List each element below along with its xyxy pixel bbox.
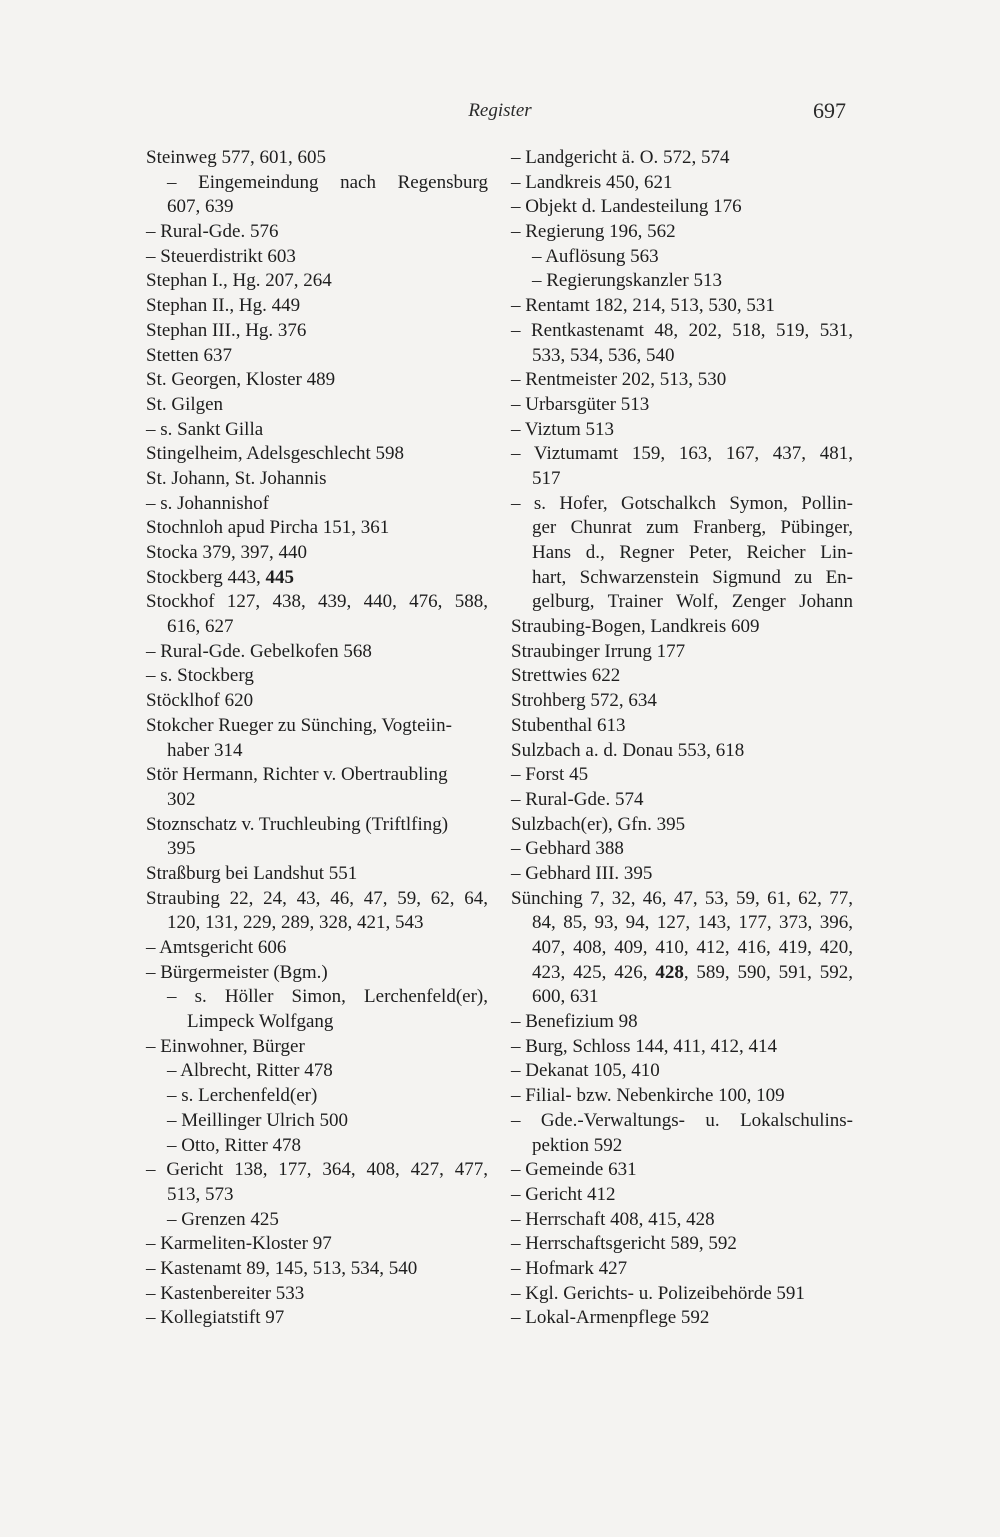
index-entry: Stockhof 127, 438, 439, 440, 476, 588, <box>146 591 488 613</box>
index-entry: – s. Stockberg <box>146 665 254 687</box>
index-entry-text: 423, 425, 426, <box>532 961 656 983</box>
index-entry: Stokcher Rueger zu Sünching, Vogteiin- <box>146 714 452 736</box>
index-entry: – s. Johannishof <box>146 492 269 514</box>
index-entry: – Grenzen 425 <box>167 1208 279 1230</box>
index-entry: St. Gilgen <box>146 393 224 415</box>
index-entry: – Gericht 138, 177, 364, 408, 427, 477, <box>146 1159 488 1181</box>
index-entry: – Albrecht, Ritter 478 <box>167 1060 333 1082</box>
bold-page-reference: 445 <box>265 566 294 588</box>
index-entry: Sulzbach(er), Gfn. 395 <box>511 813 686 835</box>
index-entry: Steinweg 577, 601, 605 <box>146 147 326 168</box>
index-entry: – Gebhard III. 395 <box>511 862 653 884</box>
index-entry: – Filial- bzw. Nebenkirche 100, 109 <box>511 1085 785 1107</box>
index-entry-text: , 589, 590, 591, 592, <box>683 961 854 983</box>
index-column-left <box>146 146 488 1331</box>
index-entry: – Landkreis 450, 621 <box>511 171 673 193</box>
index-entry-continuation: 84, 85, 93, 94, 127, 143, 177, 373, 396, <box>532 912 853 934</box>
index-entry-continuation: pektion 592 <box>532 1134 623 1156</box>
index-entry-continuation: haber 314 <box>167 739 243 761</box>
index-entry: – Karmeliten-Kloster 97 <box>146 1233 332 1255</box>
index-entry: Sünching 7, 32, 46, 47, 53, 59, 61, 62, 77, <box>511 887 853 909</box>
index-entry-stockberg <box>146 566 488 591</box>
index-entry: – Objekt d. Landesteilung 176 <box>511 196 742 218</box>
index-entry-continuation: 600, 631 <box>532 986 599 1008</box>
index-entry: – Burg, Schloss 144, 411, 412, 414 <box>511 1035 778 1057</box>
index-entry: St. Johann, St. Johannis <box>146 467 327 489</box>
index-entry: Straubing-Bogen, Landkreis 609 <box>511 616 760 638</box>
index-entry-continuation: 513, 573 <box>167 1183 234 1205</box>
index-entry: – Kastenamt 89, 145, 513, 534, 540 <box>146 1257 418 1279</box>
index-entry: – Rentamt 182, 214, 513, 530, 531 <box>511 295 775 317</box>
index-entry: – Gebhard 388 <box>511 838 624 860</box>
index-entry-continuation: 395 <box>167 838 196 860</box>
index-entry-continuation: 533, 534, 536, 540 <box>532 344 675 366</box>
index-entry: Stephan III., Hg. 376 <box>146 319 307 341</box>
index-entry: – Herrschaft 408, 415, 428 <box>511 1208 715 1230</box>
index-entry: – Viztum 513 <box>511 418 615 440</box>
index-entry: – Rural-Gde. Gebelkofen 568 <box>146 640 372 662</box>
index-entry: Sulzbach a. d. Donau 553, 618 <box>511 739 745 761</box>
index-entry: – Kgl. Gerichts- u. Polizeibehörde 591 <box>511 1282 805 1304</box>
index-entry-continuation: gelburg, Trainer Wolf, Zenger Johann <box>532 591 853 613</box>
index-entry: – Dekanat 105, 410 <box>511 1060 660 1082</box>
index-entry: Stocka 379, 397, 440 <box>146 542 307 563</box>
index-entry: Stetten 637 <box>146 344 233 366</box>
index-entry: – Herrschaftsgericht 589, 592 <box>511 1233 737 1255</box>
index-entry: Stubenthal 613 <box>511 714 626 736</box>
index-entry: – Amtsgericht 606 <box>146 937 287 958</box>
index-entry: St. Georgen, Kloster 489 <box>146 369 336 391</box>
index-entry: Straubing 22, 24, 43, 46, 47, 59, 62, 64, <box>146 887 488 909</box>
index-entry: – s. Höller Simon, Lerchenfeld(er), <box>167 986 488 1008</box>
index-entry: – Hofmark 427 <box>511 1257 628 1279</box>
index-entry: – Rentmeister 202, 513, 530 <box>511 369 727 391</box>
index-entry-continuation: 517 <box>532 467 561 489</box>
index-entry: Stoznschatz v. Truchleubing (Triftlfing) <box>146 813 449 835</box>
index-entry-continuation: 616, 627 <box>167 616 234 638</box>
index-entry: – s. Hofer, Gotschalkch Symon, Pollin- <box>511 492 853 514</box>
index-entry: – Bürgermeister (Bgm.) <box>146 961 328 983</box>
running-header: Register <box>468 100 532 121</box>
index-entry: – Viztumamt 159, 163, 167, 437, 481, <box>511 443 853 465</box>
index-entry-continuation: 607, 639 <box>167 196 234 218</box>
index-entry: Stingelheim, Adelsgeschlecht 598 <box>146 443 405 465</box>
index-entry: – Einwohner, Bürger <box>146 1035 305 1057</box>
index-entry: – Kastenbereiter 533 <box>146 1282 305 1304</box>
index-entry: Stochnloh apud Pircha 151, 361 <box>146 517 390 539</box>
bold-page-reference: 428 <box>655 961 684 983</box>
index-entry: – Gde.-Verwaltungs- u. Lokalschulins- <box>511 1109 853 1131</box>
index-entry-continuation: 302 <box>167 788 196 810</box>
index-entry: – Forst 45 <box>511 764 589 786</box>
index-entry: – Kollegiatstift 97 <box>146 1307 285 1329</box>
index-entry: – Rentkastenamt 48, 202, 518, 519, 531, <box>511 319 853 341</box>
index-entry: – Gericht 412 <box>511 1183 616 1205</box>
index-entry-continuation: 407, 408, 409, 410, 412, 416, 419, 420, <box>532 937 853 958</box>
index-entry: – Benefizium 98 <box>511 1011 638 1033</box>
index-entry: Strettwies 622 <box>511 665 621 687</box>
index-entry: – Otto, Ritter 478 <box>167 1134 302 1156</box>
index-entry: Straßburg bei Landshut 551 <box>146 862 358 884</box>
index-entry: – s. Sankt Gilla <box>146 418 264 440</box>
index-entry: – Urbarsgüter 513 <box>511 393 650 415</box>
index-entry: – Regierungskanzler 513 <box>532 270 722 292</box>
index-entry-continuation: ger Chunrat zum Franberg, Pübinger, <box>532 517 853 539</box>
index-entry-text: Stockberg 443, <box>146 566 266 588</box>
index-entry-continuation: 120, 131, 229, 289, 328, 421, 543 <box>167 912 424 934</box>
index-entry: – Auflösung 563 <box>532 245 659 267</box>
index-entry: Stephan II., Hg. 449 <box>146 295 301 317</box>
index-entry: – Gemeinde 631 <box>511 1159 637 1181</box>
index-entry: – Rural-Gde. 576 <box>146 221 279 243</box>
index-entry: Straubinger Irrung 177 <box>511 640 686 662</box>
index-entry: Stephan I., Hg. 207, 264 <box>146 270 332 292</box>
index-entry: Stör Hermann, Richter v. Obertraubling <box>146 764 448 786</box>
index-entry: – Steuerdistrikt 603 <box>146 245 296 267</box>
index-entry-continuation: Limpeck Wolfgang <box>187 1011 334 1033</box>
index-entry: – Rural-Gde. 574 <box>511 788 644 810</box>
index-entry: – Lokal-Armenpflege 592 <box>511 1307 710 1329</box>
index-entry: – Regierung 196, 562 <box>511 221 676 243</box>
index-entry: Strohberg 572, 634 <box>511 690 657 712</box>
index-entry-continuation: Hans d., Regner Peter, Reicher Lin- <box>532 542 853 563</box>
index-entry-continuation: hart, Schwarzenstein Sigmund zu En- <box>532 566 853 588</box>
index-entry: – s. Lerchenfeld(er) <box>167 1085 318 1107</box>
index-entry: – Meillinger Ulrich 500 <box>167 1109 348 1131</box>
page-number: 697 <box>813 98 846 123</box>
index-entry: – Eingemeindung nach Regensburg <box>167 171 488 193</box>
index-column-right <box>511 146 853 1331</box>
index-entry: Stöcklhof 620 <box>146 690 254 712</box>
index-entry: – Landgericht ä. O. 572, 574 <box>511 147 730 168</box>
index-entry-suenching-bold <box>511 961 853 986</box>
